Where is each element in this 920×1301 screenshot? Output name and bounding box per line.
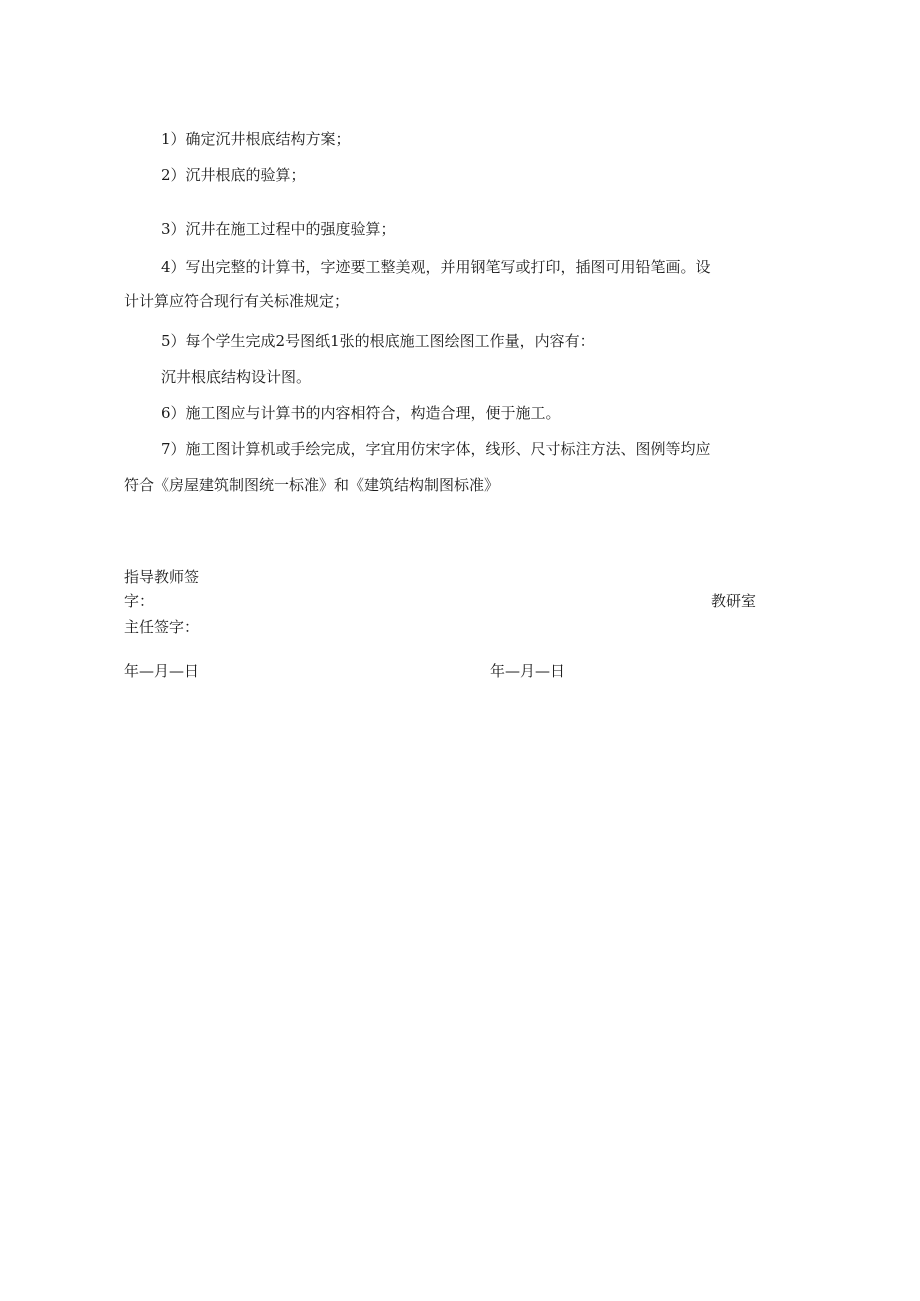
requirement-item-7-line-2: 符合《房屋建筑制图统一标准》和《建筑结构制图标准》 — [124, 476, 500, 494]
teacher-signature-label-line-2: 字： — [124, 592, 155, 610]
requirement-item-4-line-1: 4）写出完整的计算书，字迹要工整美观，并用钢笔写或打印，插图可用铅笔画。设 — [161, 258, 711, 276]
requirement-item-1: 1）确定沉井根底结构方案； — [161, 130, 351, 148]
office-director-label-line-2: 主任签字： — [124, 618, 200, 636]
requirement-item-5-line-1: 5）每个学生完成2号图纸1张的根底施工图绘图工作量，内容有： — [161, 332, 595, 350]
office-director-label-line-1: 教研室 — [711, 592, 757, 610]
requirement-item-7-line-1: 7）施工图计算机或手绘完成，字宜用仿宋字体，线形、尺寸标注方法、图例等均应 — [161, 440, 711, 458]
requirement-item-3: 3）沉井在施工过程中的强度验算； — [161, 220, 396, 238]
teacher-signature-label-line-1: 指导教师签 — [124, 568, 200, 586]
teacher-signature-date: 年—月—日 — [124, 662, 200, 680]
requirement-item-4-line-2: 计计算应符合现行有关标准规定； — [124, 292, 350, 310]
requirement-item-2: 2）沉井根底的验算； — [161, 166, 306, 184]
requirement-item-5-line-2: 沉井根底结构设计图。 — [161, 368, 312, 386]
office-director-signature-date: 年—月—日 — [490, 662, 566, 680]
requirement-item-6: 6）施工图应与计算书的内容相符合，构造合理，便于施工。 — [161, 404, 561, 422]
